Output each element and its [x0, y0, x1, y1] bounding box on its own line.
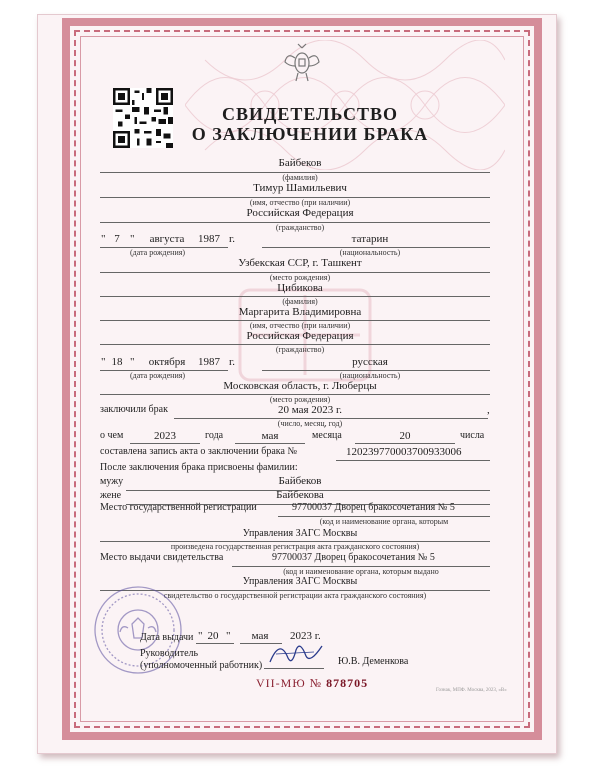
- name-caption: (имя, отчество (при наличии): [249, 198, 351, 207]
- quote-open: ": [198, 630, 203, 642]
- record-month-label: месяца: [312, 430, 342, 441]
- series-sign: №: [309, 676, 323, 690]
- quote-open: ": [101, 356, 106, 368]
- record-year: 2023: [154, 430, 176, 442]
- wife-nationality: русская: [352, 356, 388, 368]
- wife-birth-day: 18: [111, 356, 123, 368]
- wife-birth-year: 1987: [198, 356, 220, 368]
- wife-label: жене: [100, 490, 122, 501]
- husband-label: мужу: [100, 476, 124, 487]
- issue-month: мая: [251, 630, 269, 642]
- issue-place-label: Место выдачи свидетельства: [100, 552, 224, 563]
- husband-birthplace: Узбекская ССР, г. Ташкент: [238, 257, 362, 269]
- issuer-caption: (код и наименование органа, которым выдано: [283, 567, 439, 576]
- record-label: составлена запись акта о заключении брака №: [100, 446, 297, 457]
- husband-new-surname: Байбеков: [278, 475, 322, 487]
- quote-close: ": [130, 356, 135, 368]
- certificate-title-line1: СВИДЕТЕЛЬСТВО: [221, 104, 399, 124]
- husband-nationality: татарин: [351, 233, 389, 245]
- nationality-caption: (национальность): [339, 371, 401, 380]
- handwritten-signature: [266, 636, 326, 668]
- husband-birth-month: августа: [149, 233, 185, 245]
- certificate-series: [256, 676, 368, 691]
- comma: ,: [487, 404, 490, 416]
- record-day: 20: [399, 430, 411, 442]
- year-suffix: г.: [229, 233, 236, 245]
- registration-place: 97700037 Дворец бракосочетания № 5: [292, 502, 455, 513]
- rule: [355, 443, 455, 444]
- qr-code: [113, 88, 173, 148]
- record-number: 120239770003700933006: [346, 446, 462, 458]
- birthplace-caption: (место рождения): [269, 395, 331, 404]
- record-month: мая: [261, 430, 279, 442]
- rule: [130, 443, 200, 444]
- wife-birthplace: Московская область, г. Люберцы: [223, 380, 377, 392]
- quote-close: ": [130, 233, 135, 245]
- quote-open: ": [101, 233, 106, 245]
- wife-name: Маргарита Владимировна: [238, 306, 362, 318]
- registration-label: Место государственной регистрации: [100, 502, 257, 513]
- series-number: 878705: [326, 676, 369, 690]
- birthplace-caption: (место рождения): [269, 273, 331, 282]
- record-prefix: о чем: [100, 430, 124, 441]
- husband-surname: Байбеков: [278, 157, 322, 169]
- wife-surname: Цибикова: [277, 282, 323, 294]
- issue-date-label: Дата выдачи: [140, 632, 194, 643]
- after-heading: После заключения брака присвоены фамилии:: [100, 462, 298, 473]
- nationality-caption: (национальность): [339, 248, 401, 257]
- registration-place-cont: Управления ЗАГС Москвы: [242, 528, 358, 539]
- wife-birth-month: октября: [148, 356, 186, 368]
- rule: [264, 668, 324, 669]
- husband-birth-year: 1987: [198, 233, 220, 245]
- marriage-date: 20 мая 2023 г.: [277, 404, 343, 416]
- rule: [196, 643, 234, 644]
- surname-caption: (фамилия): [282, 297, 318, 306]
- husband-citizenship: Российская Федерация: [246, 207, 354, 219]
- citizenship-caption: (гражданство): [275, 345, 325, 354]
- record-day-label: числа: [460, 430, 485, 441]
- issue-place-cont: Управления ЗАГС Москвы: [242, 576, 358, 587]
- quote-close: ": [226, 630, 231, 642]
- double-headed-eagle-emblem: [283, 42, 321, 84]
- wife-new-surname: Байбекова: [276, 489, 324, 501]
- citizenship-caption: (гражданство): [275, 223, 325, 232]
- date-caption: (число, месяц, год): [277, 419, 343, 428]
- series-prefix: VII-МЮ: [256, 676, 306, 690]
- birth-date-caption: (дата рождения): [130, 371, 186, 380]
- issuer-caption-cont: свидетельство о государственной регистрации акта гражданского состояния): [163, 591, 427, 600]
- wife-citizenship: Российская Федерация: [246, 330, 354, 342]
- husband-name: Тимур Шамильевич: [253, 182, 347, 194]
- rule: [235, 443, 305, 444]
- name-caption: (имя, отчество (при наличии): [249, 321, 351, 330]
- head-label: Руководитель: [140, 648, 199, 659]
- married-label: заключили брак: [100, 404, 168, 415]
- rule: [336, 460, 490, 461]
- issue-day: 20: [207, 630, 219, 642]
- head-name: Ю.В. Деменкова: [338, 656, 409, 667]
- issue-year: 2023 г.: [290, 630, 321, 642]
- authority-caption: (код и наименование органа, которым: [319, 517, 449, 526]
- issue-place: 97700037 Дворец бракосочетания № 5: [272, 552, 435, 563]
- year-suffix: г.: [229, 356, 236, 368]
- surname-caption: (фамилия): [282, 173, 318, 182]
- record-year-label: года: [205, 430, 224, 441]
- certificate-title-line2: О ЗАКЛЮЧЕНИИ БРАКА: [191, 124, 429, 144]
- husband-birth-day: 7: [114, 233, 120, 245]
- printer-imprint: Гознак, МПФ. Москва, 2023, «В»: [436, 688, 507, 693]
- authority-caption-cont: произведена государственная регистрация акта гражданского состояния): [170, 542, 420, 551]
- head-label-cont: (уполномоченный работник): [140, 660, 263, 671]
- birth-date-caption: (дата рождения): [130, 248, 186, 257]
